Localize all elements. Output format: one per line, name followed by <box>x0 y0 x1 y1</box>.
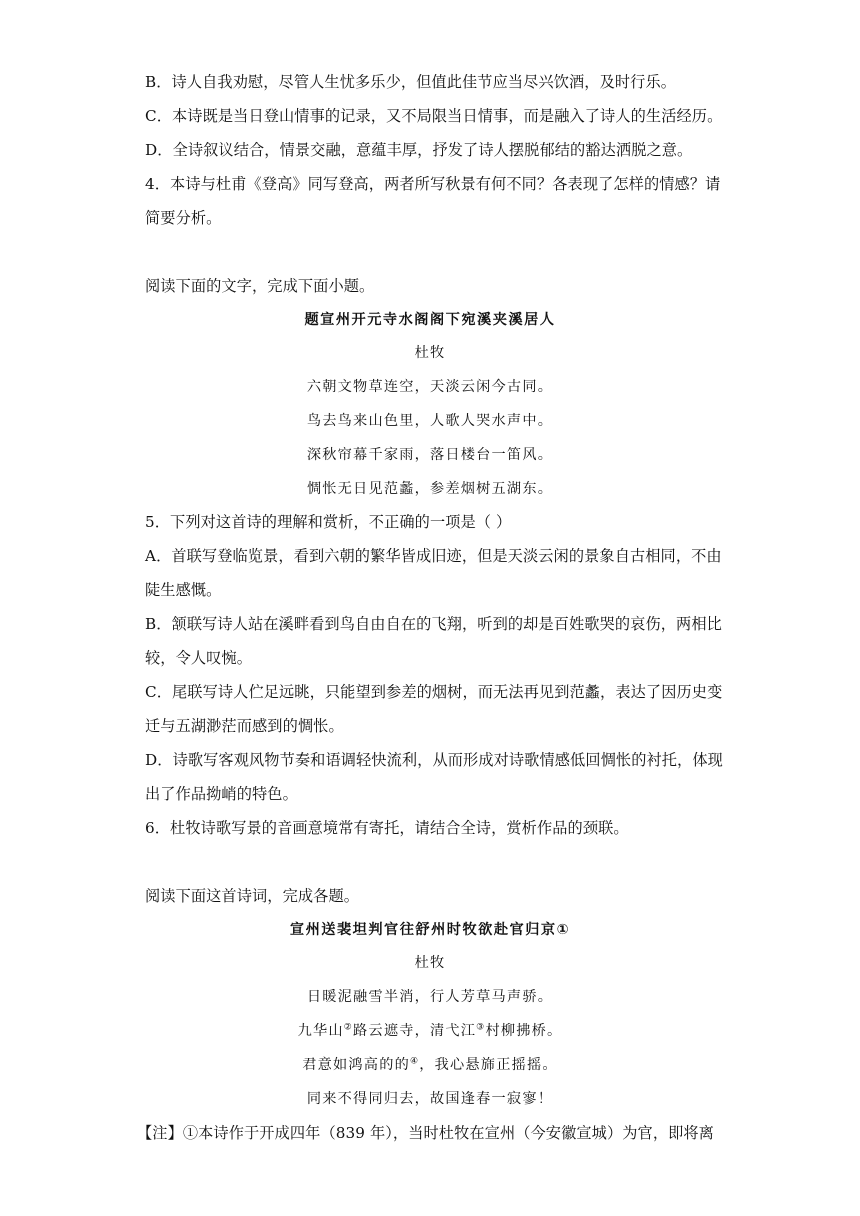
q5-option-b-line-2: 较，令人叹惋。 <box>145 649 253 667</box>
poem-author: 杜牧 <box>414 955 446 971</box>
poem-author: 杜牧 <box>414 345 446 361</box>
q5-option-c-line-2: 迁与五湖渺茫而感到的惆怅。 <box>145 717 344 735</box>
question-5: 5．下列对这首诗的理解和赏析，不正确的一项是（ ） <box>145 513 512 531</box>
poem-text: 君意如鸿高的的 <box>302 1057 410 1073</box>
option-c: C．本诗既是当日登山情事的记录，又不局限当日情事，而是融入了诗人的生活经历。 <box>145 107 723 125</box>
poem-title: 题宣州开元寺水阁阁下宛溪夹溪居人 <box>304 312 556 328</box>
footnote-marker: ④ <box>409 1056 420 1067</box>
poem-text: ，我心悬旆正摇摇。 <box>419 1057 558 1073</box>
question-4-line-1: 4．本诗与杜甫《登高》同写登高，两者所写秋景有何不同？各表现了怎样的情感？请 <box>145 175 721 193</box>
poem-text: 路云遮寺，清弋江 <box>353 1023 477 1039</box>
reading-instruction: 阅读下面这首诗词，完成各题。 <box>145 887 360 905</box>
option-d: D．全诗叙议结合，情景交融，意蕴丰厚，抒发了诗人摆脱郁结的豁达洒脱之意。 <box>145 141 693 159</box>
poem-text: 九华山 <box>297 1023 344 1039</box>
poem-line: 深秋帘幕千家雨，落日楼台一笛风。 <box>306 447 554 463</box>
q5-option-b-line-1: B．颔联写诗人站在溪畔看到鸟自由自在的飞翔，听到的却是百姓歌哭的哀伤，两相比 <box>145 615 722 633</box>
q5-option-a-line-1: A．首联写登临览景，看到六朝的繁华皆成旧迹，但是天淡云闲的景象自古相同，不由 <box>145 547 722 565</box>
poem-line: 六朝文物草连空，天淡云闲今古同。 <box>306 379 554 395</box>
poem-text: 村柳拂桥。 <box>485 1023 563 1039</box>
footnote-marker: ② <box>343 1022 354 1033</box>
question-6: 6．杜牧诗歌写景的音画意境常有寄托，请结合全诗，赏析作品的颈联。 <box>145 819 629 837</box>
poem-line: 日暖泥融雪半消，行人芳草马声骄。 <box>306 989 554 1005</box>
question-4-line-2: 简要分析。 <box>145 209 222 227</box>
q5-option-c-line-1: C．尾联写诗人伫足远眺，只能望到参差的烟树，而无法再见到范蠡，表达了因历史变 <box>145 683 723 701</box>
poem-line: 惆怅无日见范蠡，参差烟树五湖东。 <box>306 481 554 497</box>
poem-line <box>0 1055 860 1075</box>
poem-line: 鸟去鸟来山色里，人歌人哭水声中。 <box>306 413 554 429</box>
footnote: 【注】①本诗作于开成四年（839 年），当时杜牧在宣州（今安徽宣城）为官，即将离 <box>137 1124 714 1142</box>
q5-option-d-line-2: 出了作品拗峭的特色。 <box>145 785 298 803</box>
poem-line: 同来不得同归去，故国逢春一寂寥！ <box>306 1091 554 1107</box>
footnote-marker: ③ <box>476 1022 486 1033</box>
option-b: B．诗人自我劝慰，尽管人生忧多乐少，但值此佳节应当尽兴饮酒，及时行乐。 <box>145 73 677 91</box>
q5-option-d-line-1: D．诗歌写客观风物节奏和语调轻快流利，从而形成对诗歌情感低回惆怅的衬托，体现 <box>145 751 723 769</box>
reading-instruction: 阅读下面的文字，完成下面小题。 <box>145 277 375 295</box>
poem-line <box>0 1021 860 1041</box>
poem-title: 宣州送裴坦判官往舒州时牧欲赴官归京① <box>289 922 571 938</box>
q5-option-a-line-2: 陡生感慨。 <box>145 581 222 599</box>
